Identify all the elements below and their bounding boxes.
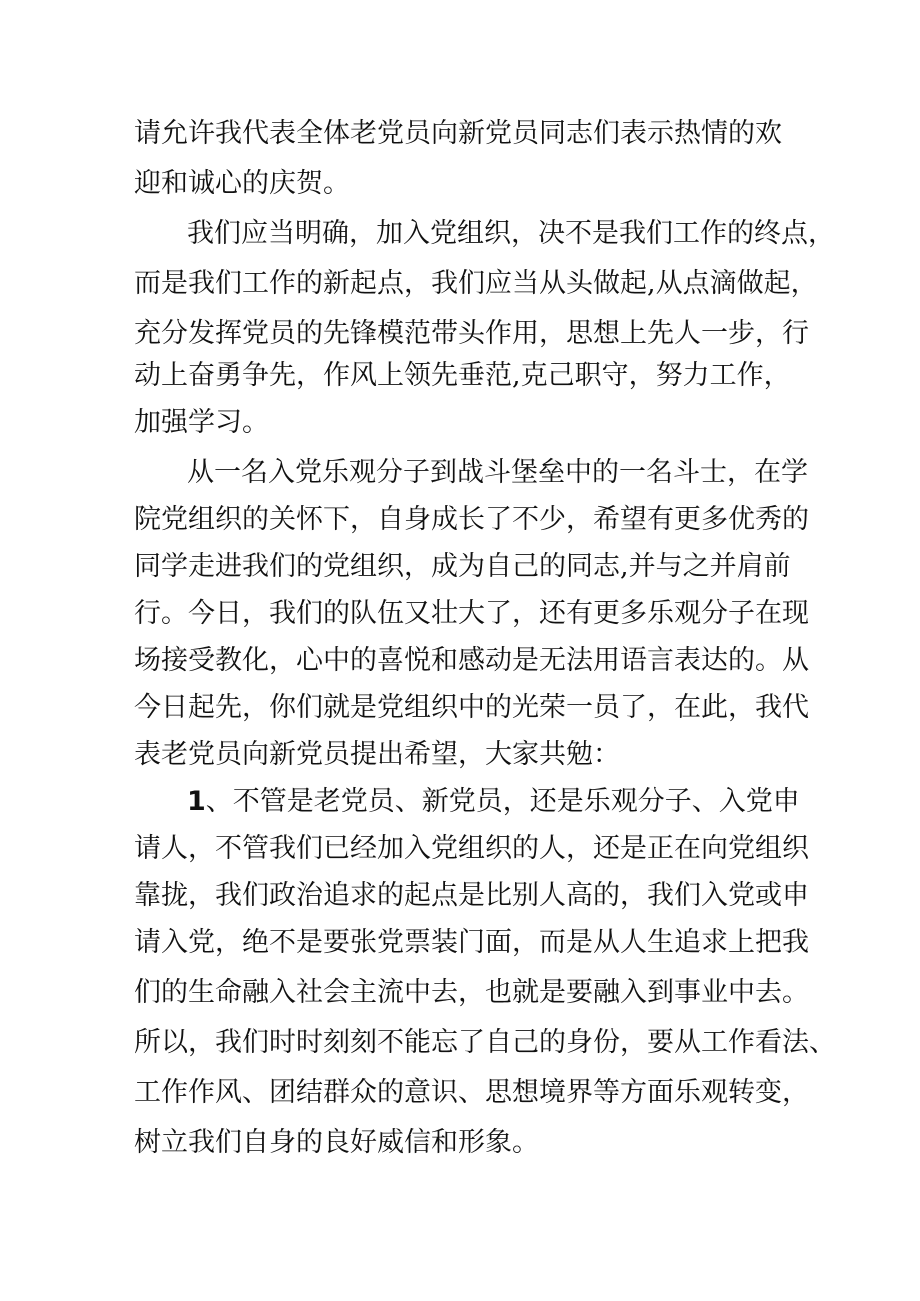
paragraph-2-line-5: 加强学习。 [134, 407, 269, 438]
paragraph-3-line-2: 院党组织的关怀下，自身成长了不少，希望有更多优秀的 [134, 504, 809, 535]
paragraph-1-line-2: 迎和诚心的庆贺。 [134, 168, 350, 199]
paragraph-4-line-2: 请人，不管我们已经加入党组织的人，还是正在向党组织 [134, 833, 809, 864]
paragraph-3-line-3: 同学走进我们的党组织，成为自己的同志,并与之并肩前 [134, 551, 791, 582]
paragraph-4-line-4: 请入党，绝不是要张党票装门面，而是从人生追求上把我 [134, 927, 809, 958]
paragraph-3-line-1: 从一名入党乐观分子到战斗堡垒中的一名斗士，在学 [187, 457, 808, 488]
paragraph-3-line-4: 行。今日，我们的队伍又壮大了，还有更多乐观分子在现 [134, 598, 809, 629]
paragraph-1-line-1: 请允许我代表全体老党员向新党员同志们表示热情的欢 [134, 118, 782, 149]
paragraph-4-line-5: 们的生命融入社会主流中去，也就是要融入到事业中去。 [134, 977, 809, 1008]
paragraph-3-line-7: 表老党员向新党员提出希望，大家共勉： [134, 739, 620, 770]
paragraph-2-line-2: 而是我们工作的新起点，我们应当从头做起,从点滴做起， [134, 268, 818, 299]
paragraph-4-line-3: 靠拢，我们政治追求的起点是比别人高的，我们入党或申 [134, 880, 809, 911]
paragraph-4-line-1 [187, 782, 920, 822]
paragraph-2-line-4: 动上奋勇争先，作风上领先垂范,克己职守，努力工作， [134, 360, 791, 391]
paragraph-4-line-1-text: 、不管是老党员、新党员，还是乐观分子、入党申 [205, 786, 800, 817]
paragraph-3-line-6: 今日起先，你们就是党组织中的光荣一员了，在此，我代 [134, 692, 809, 723]
paragraph-3-line-5: 场接受教化，心中的喜悦和感动是无法用语言表达的。从 [134, 645, 809, 676]
list-number: 1 [187, 786, 206, 817]
paragraph-4-line-6: 所以，我们时时刻刻不能忘了自己的身份，要从工作看法、 [134, 1027, 836, 1058]
paragraph-2-line-1: 我们应当明确，加入党组织，决不是我们工作的终点， [187, 218, 835, 249]
paragraph-4-line-7: 工作作风、团结群众的意识、思想境界等方面乐观转变， [134, 1077, 809, 1108]
paragraph-4-line-8: 树立我们自身的良好威信和形象。 [134, 1127, 539, 1158]
paragraph-2-line-3: 充分发挥党员的先锋模范带头作用，思想上先人一步，行 [134, 318, 809, 349]
